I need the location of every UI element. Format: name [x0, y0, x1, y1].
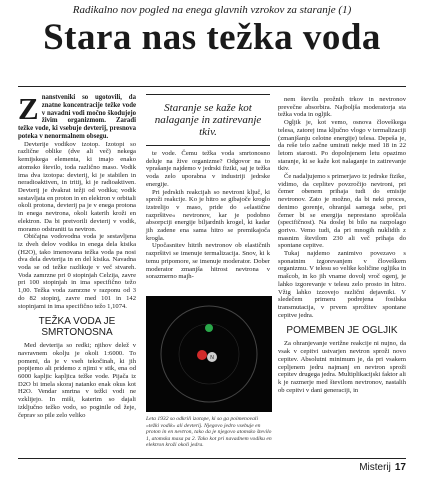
magazine-name: Misterij [359, 462, 391, 473]
paragraph: Za ohranjevanje verižne reakcije ni nujno, da vsak v cepitvi ustvarjen nevtron sproži novo cepitev. Absolutni minimum je, da pri vsakem cepljenem jedru najmanj en nevtron sproži cepitev drugega jedra. Multiplikacijski faktor ali k je razmerje med številom nevtronov, nastalih ob cepitvi v dani generaciji, in [278, 340, 406, 394]
deuterium-figure [146, 296, 272, 449]
paragraph: Med devterija so redki; njihov delež v navravnem okolju je okoli 1:6000. To pomeni, da je v vseh tekočinah, ki jih popijemo ali pridemo z njimi v stik, ena od 6000 kapljic kapljica težke vode. Pijača iz D2O bi imela skoraj natanko enak okus kot H2O. Vendar smrtna v težki vodi ne vzklijejo. In miši, katerim so dajali izključno težko vodo, so poginile od žeje, čeprav so pile zelo veliko [18, 342, 136, 419]
page-number: 17 [394, 462, 406, 473]
paragraph: Če nadaljujemo s primerjavo iz jedrske fizike, vidimo, da ceplitev povzročijo nevtroni, pri čemer obenem prihaja tudi do emisije nevtronov. Zato je možno, da bi neki proces, denimo gorenje, ohranjal samega sebe, pri čemer bi se energija neprestano sproščala (specifičnost). Na doslej bi bilo na razpolago gorivo. Vemo tudi, da pri mnogih nuklidih z masnim številom 230 ali več prihaja do spontane cepitve. [278, 173, 406, 250]
drop-cap: Z [18, 91, 39, 126]
subheading: POMEMBEN JE OGLJIK [286, 325, 398, 337]
paragraph: Običajna vodovodna voda je sestavljena iz dveh delov vodika in enega dela kisika (H2O), tako imenovana težka voda pa nosi dva dela devterija in en del kisika. Navadna voda se od težke razlikuje v več stvareh. Voda zamrzne pri 0 stopinjah Celzija, zavre pri 100 stopinjah in ima specifično težo 1,00. Težka voda zamrzne v razponu od 3 do 82 stopinj, zavre med 101 in 142 stopinjami in ima specifično težo 1,1074. [18, 233, 136, 310]
paragraph: Upočasnitev hitrih nevtronov ob elastičnih razpršitvi se imenuje termalizacija. Snov, ki k temu pripomore, se imenuje moderator. Dober moderator zmanjša hitrost nevtrona v sorazmerno majh- [146, 242, 270, 281]
paragraph: Ogljik je, kot vemo, osnova človeškega telesa, zatorej ima ključno vlogo v termalizaciji (zmanjšanju celotne energije) telesa. Depeša je, da reše telo začne umirati nekje med 18 in 22 letom starosti. Po dopolnjenem letu opazimo staranje, ki se kaže kot nalaganje in zatirevanje tkiv. [278, 119, 406, 173]
paragraph: nem številu prožnih trkov in nevtronov prevečne absorbira. Najboljša moderatorja sta težka voda in ogljik. [278, 96, 406, 119]
column-3 [278, 96, 406, 394]
pull-quote: Staranje se kaže kot nalaganje in zatirevanje tkiv. [146, 94, 270, 146]
atom-illustration [146, 296, 272, 412]
lead-paragraph [18, 91, 136, 141]
electron [205, 324, 213, 332]
lead-text: nanstveniki so ugotovili, da znatne koncentracije težke vode v navadni vodi močno škodujejo živim organizmom. Zaradi težke vode, ki vsebuje devterij, presnova poteka v nenormalnem obsegu. [18, 94, 136, 140]
page-title: Stara nas težka voda [43, 17, 381, 58]
paragraph: te vode. Čemu težka voda smrtonosno deluje na žive organizme? Odgovor na to vprašanje najdemo v jedrski fiziki, saj je težka voda zelo uporabna v industriji jedrske energije. [146, 150, 270, 188]
column-1 [18, 91, 136, 419]
svg-text:N: N [210, 355, 214, 361]
proton [197, 350, 207, 360]
column-2 [146, 150, 270, 281]
paragraph: Devterije vodikov izotop. Izotopi so različne oblike (dve ali več) nekega kemijskega elementa, ki imajo enako atomsko število, toda različno maso. Vodik ima dva izotopa: devterij, ki je stabilen in neradioaktiven, in tritij, ki je radioaktiven. Devterij je dvakrat težji od vodika; vodik sestavljata en proton in en elektron v orbitali okoli protona, devterij pa je v enega protona in enega nevtrona, okoli katerih kroži en elektron. Da bi pretvorili devterij v vodik, moramo odstraniti ta nevtron. [18, 140, 136, 233]
page-footer [359, 462, 406, 473]
subheading: TEŽKA VODA JE SMRTONOSNA [38, 316, 116, 339]
kicker: Radikalno nov pogled na enega glavnih vzrokov za staranje (1) [72, 4, 352, 16]
title-rule [18, 86, 406, 87]
footer-rule [18, 458, 406, 459]
atom-image [146, 296, 272, 412]
paragraph: Tukaj najdemo zanimivo povezavo s sponatnim izgorevanjem v človeškem organizmu. V telesu so velike količine ogljika in mašcob, in ko jih vname dovolj vroč ogenj, je lahko izgorevanje v telesu zelo prosto in hitro. Vžig lahko izzovejo različni dejavniki. V sledečem primeru podrejena fosilska transmutacija, v prvem sprožitev spontane cepitve jedra. [278, 250, 406, 319]
figure-caption: Leta 1932 so odkrili izotope, ki so ga poimenovali »težki vodik« ali devterij. Njegovo jedro vsebuje en proton in en nevtron, tako da je njegovo atomsko število 1, atomska masa pa 2. Tako kot pri navadnem vodiku en elektron kroži okoli jedra. [146, 416, 272, 449]
paragraph: Pri jedrskih reakcijah so nevtroni ključ, ki sproži reakcije. Ko je hitro se gibajoče kroglo izstrelijo v maso, pride do »elastične razpršitve« nevtronov, kar je podobno absorpciji energije biljardnih krogel, ki kadar jih zadene ena sama hitro se premikajoča krogla. [146, 188, 270, 242]
